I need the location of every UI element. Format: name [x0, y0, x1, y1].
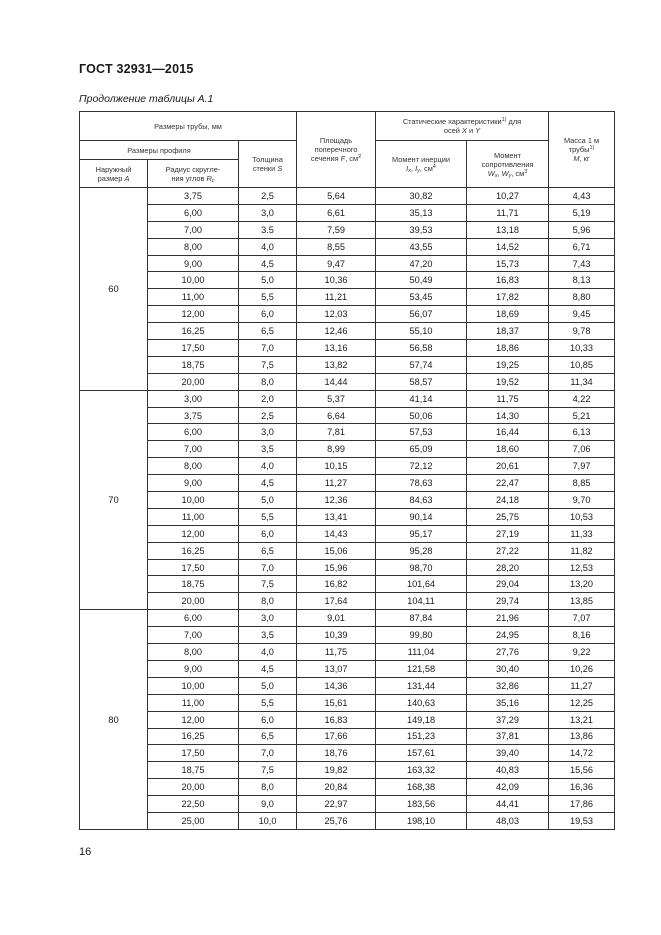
mass-cell: 8,13 [549, 272, 615, 289]
table-row [80, 677, 615, 694]
mass-cell: 10,85 [549, 356, 615, 373]
mass-cell: 13,86 [549, 728, 615, 745]
table-row [80, 306, 615, 323]
static-characteristics-header: Статические характеристики$^{1)}$ для осей X и Y [376, 112, 549, 141]
mass-cell: 15,56 [549, 762, 615, 779]
mass-cell: 10,53 [549, 508, 615, 525]
resistance-cell: 24,18 [467, 492, 549, 509]
table-row [80, 188, 615, 205]
mass-cell: 14,72 [549, 745, 615, 762]
area-cell: 11,75 [297, 644, 376, 661]
resistance-cell: 40,83 [467, 762, 549, 779]
area-cell: 13,82 [297, 356, 376, 373]
inertia-cell: 56,07 [376, 306, 467, 323]
area-cell: 6,64 [297, 407, 376, 424]
area-cell: 12,36 [297, 492, 376, 509]
resistance-cell: 17,82 [467, 289, 549, 306]
area-cell: 16,83 [297, 711, 376, 728]
resistance-cell: 18,69 [467, 306, 549, 323]
mass-cell: 6,13 [549, 424, 615, 441]
table-body [80, 188, 615, 830]
thickness-cell: 8,0 [239, 373, 297, 390]
radius-cell: 9,00 [148, 475, 239, 492]
area-cell: 6,61 [297, 204, 376, 221]
area-cell: 7,59 [297, 221, 376, 238]
page-number: 16 [79, 846, 92, 858]
resistance-cell: 10,27 [467, 188, 549, 205]
inertia-cell: 57,53 [376, 424, 467, 441]
table-row [80, 340, 615, 357]
area-cell: 10,36 [297, 272, 376, 289]
radius-cell: 11,00 [148, 508, 239, 525]
outer-size-header: Наружный размер A [80, 160, 148, 188]
radius-cell: 7,00 [148, 441, 239, 458]
table-row [80, 475, 615, 492]
table-row [80, 458, 615, 475]
area-cell: 13,41 [297, 508, 376, 525]
thickness-cell: 3,5 [239, 441, 297, 458]
inertia-cell: 101,64 [376, 576, 467, 593]
mass-cell: 7,43 [549, 255, 615, 272]
thickness-cell: 10,0 [239, 812, 297, 829]
thickness-cell: 3,0 [239, 204, 297, 221]
mass-cell: 7,06 [549, 441, 615, 458]
inertia-cell: 99,80 [376, 627, 467, 644]
inertia-cell: 95,28 [376, 542, 467, 559]
inertia-cell: 57,74 [376, 356, 467, 373]
thickness-cell: 4,0 [239, 644, 297, 661]
thickness-cell: 7,5 [239, 356, 297, 373]
thickness-cell: 6,0 [239, 525, 297, 542]
outer-size-cell: 60 [80, 188, 148, 391]
area-cell: 15,96 [297, 559, 376, 576]
thickness-cell: 3.5 [239, 221, 297, 238]
area-cell: 8,99 [297, 441, 376, 458]
thickness-cell: 5,5 [239, 508, 297, 525]
area-cell: 15,61 [297, 694, 376, 711]
mass-cell: 12,53 [549, 559, 615, 576]
mass-cell: 17,86 [549, 796, 615, 813]
mass-cell: 11,27 [549, 677, 615, 694]
table-header [80, 112, 615, 188]
inertia-cell: 95,17 [376, 525, 467, 542]
mass-cell: 8,16 [549, 627, 615, 644]
table-row [80, 745, 615, 762]
area-cell: 11,21 [297, 289, 376, 306]
inertia-cell: 104,11 [376, 593, 467, 610]
area-cell: 17,64 [297, 593, 376, 610]
outer-size-cell: 80 [80, 610, 148, 830]
thickness-cell: 5,5 [239, 694, 297, 711]
radius-cell: 3,75 [148, 407, 239, 424]
resistance-cell: 18,86 [467, 340, 549, 357]
table-row [80, 694, 615, 711]
thickness-cell: 4,0 [239, 238, 297, 255]
inertia-cell: 55,10 [376, 323, 467, 340]
resistance-cell: 22,47 [467, 475, 549, 492]
table-row [80, 542, 615, 559]
radius-cell: 18,75 [148, 576, 239, 593]
table-row [80, 407, 615, 424]
thickness-cell: 5,0 [239, 677, 297, 694]
thickness-cell: 3,0 [239, 424, 297, 441]
inertia-cell: 43,55 [376, 238, 467, 255]
resistance-cell: 16,44 [467, 424, 549, 441]
thickness-cell: 4,5 [239, 475, 297, 492]
resistance-cell: 11,75 [467, 390, 549, 407]
resistance-cell: 19,25 [467, 356, 549, 373]
thickness-cell: 2,5 [239, 188, 297, 205]
area-cell: 18,76 [297, 745, 376, 762]
resistance-cell: 39,40 [467, 745, 549, 762]
radius-cell: 12,00 [148, 711, 239, 728]
resistance-cell: 44,41 [467, 796, 549, 813]
table-row [80, 508, 615, 525]
inertia-header: Момент инерции $I_x$, $I_y$, $см^4$ [376, 141, 467, 188]
thickness-cell: 9,0 [239, 796, 297, 813]
area-cell: 12,03 [297, 306, 376, 323]
resistance-cell: 27,22 [467, 542, 549, 559]
radius-cell: 6,00 [148, 424, 239, 441]
inertia-cell: 35,13 [376, 204, 467, 221]
area-cell: 15,06 [297, 542, 376, 559]
area-cell: 11,27 [297, 475, 376, 492]
area-header: Площадь поперечного сечения F, $см^2$ [297, 112, 376, 188]
area-cell: 9,47 [297, 255, 376, 272]
thickness-cell: 3,0 [239, 610, 297, 627]
mass-cell: 9,22 [549, 644, 615, 661]
radius-cell: 7,00 [148, 221, 239, 238]
table-row [80, 424, 615, 441]
table-row [80, 525, 615, 542]
inertia-cell: 50,06 [376, 407, 467, 424]
radius-cell: 16,25 [148, 728, 239, 745]
radius-cell: 9,00 [148, 660, 239, 677]
radius-cell: 8,00 [148, 458, 239, 475]
radius-cell: 16,25 [148, 323, 239, 340]
table-row [80, 390, 615, 407]
resistance-cell: 35,16 [467, 694, 549, 711]
table-row [80, 492, 615, 509]
mass-cell: 11,82 [549, 542, 615, 559]
thickness-cell: 7,0 [239, 340, 297, 357]
inertia-cell: 53,45 [376, 289, 467, 306]
resistance-cell: 37,29 [467, 711, 549, 728]
table-row [80, 221, 615, 238]
resistance-cell: 13,18 [467, 221, 549, 238]
radius-header: Радиус скругле- ния углов $R_c$ [148, 160, 239, 188]
mass-cell: 16,36 [549, 779, 615, 796]
resistance-cell: 20,61 [467, 458, 549, 475]
inertia-cell: 149,18 [376, 711, 467, 728]
radius-cell: 8,00 [148, 238, 239, 255]
inertia-cell: 131,44 [376, 677, 467, 694]
resistance-cell: 14,52 [467, 238, 549, 255]
mass-cell: 10,33 [549, 340, 615, 357]
area-cell: 22,97 [297, 796, 376, 813]
thickness-cell: 4,5 [239, 660, 297, 677]
area-cell: 14,36 [297, 677, 376, 694]
table-row [80, 272, 615, 289]
inertia-cell: 56,58 [376, 340, 467, 357]
radius-cell: 22,50 [148, 796, 239, 813]
radius-cell: 6,00 [148, 610, 239, 627]
mass-cell: 5,21 [549, 407, 615, 424]
resistance-cell: 24,95 [467, 627, 549, 644]
mass-cell: 4,22 [549, 390, 615, 407]
radius-cell: 11,00 [148, 694, 239, 711]
resistance-cell: 14,30 [467, 407, 549, 424]
resistance-cell: 27,76 [467, 644, 549, 661]
area-cell: 10,15 [297, 458, 376, 475]
inertia-cell: 72,12 [376, 458, 467, 475]
inertia-cell: 140,63 [376, 694, 467, 711]
thickness-cell: 7,0 [239, 745, 297, 762]
table-row [80, 796, 615, 813]
resistance-cell: 32,86 [467, 677, 549, 694]
radius-cell: 25,00 [148, 812, 239, 829]
area-cell: 17,66 [297, 728, 376, 745]
table-row [80, 660, 615, 677]
radius-cell: 17,50 [148, 745, 239, 762]
mass-cell: 13,21 [549, 711, 615, 728]
table-row [80, 779, 615, 796]
outer-size-cell: 70 [80, 390, 148, 610]
resistance-cell: 37,81 [467, 728, 549, 745]
resistance-cell: 16,83 [467, 272, 549, 289]
radius-cell: 10,00 [148, 272, 239, 289]
inertia-cell: 157,61 [376, 745, 467, 762]
thickness-header: Толщина стенки S [239, 141, 297, 188]
area-cell: 5,64 [297, 188, 376, 205]
table-row [80, 711, 615, 728]
resistance-cell: 29,04 [467, 576, 549, 593]
inertia-cell: 198,10 [376, 812, 467, 829]
mass-cell: 7,07 [549, 610, 615, 627]
mass-cell: 13,85 [549, 593, 615, 610]
mass-cell: 13,20 [549, 576, 615, 593]
profile-pipe-table [79, 111, 615, 830]
radius-cell: 12,00 [148, 306, 239, 323]
table-row [80, 441, 615, 458]
inertia-cell: 47,20 [376, 255, 467, 272]
thickness-cell: 3,5 [239, 627, 297, 644]
thickness-cell: 5,0 [239, 492, 297, 509]
thickness-cell: 5,5 [239, 289, 297, 306]
thickness-cell: 6,5 [239, 323, 297, 340]
table-row [80, 238, 615, 255]
resistance-cell: 48,03 [467, 812, 549, 829]
area-cell: 9,01 [297, 610, 376, 627]
mass-cell: 11,34 [549, 373, 615, 390]
thickness-cell: 6,5 [239, 728, 297, 745]
radius-cell: 16,25 [148, 542, 239, 559]
table-row [80, 610, 615, 627]
resistance-cell: 28,20 [467, 559, 549, 576]
resistance-cell: 29,74 [467, 593, 549, 610]
table-row [80, 627, 615, 644]
radius-cell: 6,00 [148, 204, 239, 221]
document-title: ГОСТ 32931—2015 [79, 62, 194, 76]
mass-cell: 9,45 [549, 306, 615, 323]
radius-cell: 18,75 [148, 356, 239, 373]
mass-cell: 10,26 [549, 660, 615, 677]
mass-cell: 5,96 [549, 221, 615, 238]
table-row [80, 728, 615, 745]
inertia-cell: 98,70 [376, 559, 467, 576]
radius-cell: 10,00 [148, 677, 239, 694]
area-cell: 12,46 [297, 323, 376, 340]
area-cell: 7,81 [297, 424, 376, 441]
radius-cell: 11,00 [148, 289, 239, 306]
table-row [80, 593, 615, 610]
thickness-cell: 6,5 [239, 542, 297, 559]
area-cell: 19,82 [297, 762, 376, 779]
radius-cell: 8,00 [148, 644, 239, 661]
inertia-cell: 111,04 [376, 644, 467, 661]
thickness-cell: 7,5 [239, 576, 297, 593]
mass-cell: 12,25 [549, 694, 615, 711]
inertia-cell: 58,57 [376, 373, 467, 390]
mass-cell: 9,70 [549, 492, 615, 509]
resistance-header: Момент сопротивления $W_x$, $W_y$, $см^3$ [467, 141, 549, 188]
thickness-cell: 4,5 [239, 255, 297, 272]
radius-cell: 10,00 [148, 492, 239, 509]
area-cell: 16,82 [297, 576, 376, 593]
thickness-cell: 8,0 [239, 779, 297, 796]
table-row [80, 559, 615, 576]
table-caption: Продолжение таблицы А.1 [79, 93, 214, 105]
thickness-cell: 8,0 [239, 593, 297, 610]
area-cell: 13,16 [297, 340, 376, 357]
table-row [80, 373, 615, 390]
table-row [80, 356, 615, 373]
mass-cell: 8,85 [549, 475, 615, 492]
area-cell: 10,39 [297, 627, 376, 644]
mass-cell: 11,33 [549, 525, 615, 542]
table-row [80, 255, 615, 272]
inertia-cell: 168,38 [376, 779, 467, 796]
table-row [80, 323, 615, 340]
radius-cell: 3,75 [148, 188, 239, 205]
table-row [80, 644, 615, 661]
resistance-cell: 25,75 [467, 508, 549, 525]
inertia-cell: 151,23 [376, 728, 467, 745]
inertia-cell: 121,58 [376, 660, 467, 677]
resistance-cell: 11,71 [467, 204, 549, 221]
resistance-cell: 27,19 [467, 525, 549, 542]
resistance-cell: 15,73 [467, 255, 549, 272]
table-row [80, 576, 615, 593]
pipe-sizes-header: Размеры трубы, мм [80, 112, 297, 141]
inertia-cell: 65,09 [376, 441, 467, 458]
resistance-cell: 19,52 [467, 373, 549, 390]
mass-cell: 7,97 [549, 458, 615, 475]
radius-cell: 9,00 [148, 255, 239, 272]
area-cell: 14,43 [297, 525, 376, 542]
thickness-cell: 7,5 [239, 762, 297, 779]
area-cell: 13,07 [297, 660, 376, 677]
radius-cell: 3,00 [148, 390, 239, 407]
radius-cell: 17,50 [148, 559, 239, 576]
resistance-cell: 30,40 [467, 660, 549, 677]
mass-cell: 9,78 [549, 323, 615, 340]
thickness-cell: 4,0 [239, 458, 297, 475]
table-row [80, 204, 615, 221]
inertia-cell: 90,14 [376, 508, 467, 525]
inertia-cell: 39,53 [376, 221, 467, 238]
radius-cell: 17,50 [148, 340, 239, 357]
radius-cell: 20,00 [148, 593, 239, 610]
radius-cell: 12,00 [148, 525, 239, 542]
inertia-cell: 41,14 [376, 390, 467, 407]
resistance-cell: 18,37 [467, 323, 549, 340]
mass-header: Масса 1 м трубы$^{1)}$ M, кг [549, 112, 615, 188]
thickness-cell: 6,0 [239, 711, 297, 728]
table-row [80, 762, 615, 779]
resistance-cell: 42,09 [467, 779, 549, 796]
area-cell: 20,84 [297, 779, 376, 796]
inertia-cell: 183,56 [376, 796, 467, 813]
radius-cell: 20,00 [148, 373, 239, 390]
table-row [80, 812, 615, 829]
thickness-cell: 2,5 [239, 407, 297, 424]
inertia-cell: 87,84 [376, 610, 467, 627]
resistance-cell: 18,60 [467, 441, 549, 458]
inertia-cell: 30,82 [376, 188, 467, 205]
mass-cell: 5,19 [549, 204, 615, 221]
mass-cell: 6,71 [549, 238, 615, 255]
mass-cell: 19,53 [549, 812, 615, 829]
area-cell: 25,76 [297, 812, 376, 829]
table-row [80, 289, 615, 306]
area-cell: 14,44 [297, 373, 376, 390]
radius-cell: 18,75 [148, 762, 239, 779]
radius-cell: 20,00 [148, 779, 239, 796]
inertia-cell: 50,49 [376, 272, 467, 289]
thickness-cell: 5,0 [239, 272, 297, 289]
resistance-cell: 21,96 [467, 610, 549, 627]
profile-sizes-header: Размеры профиля [80, 141, 239, 160]
thickness-cell: 7,0 [239, 559, 297, 576]
inertia-cell: 84,63 [376, 492, 467, 509]
area-cell: 5,37 [297, 390, 376, 407]
radius-cell: 7,00 [148, 627, 239, 644]
mass-cell: 8,80 [549, 289, 615, 306]
area-cell: 8,55 [297, 238, 376, 255]
inertia-cell: 78,63 [376, 475, 467, 492]
inertia-cell: 163,32 [376, 762, 467, 779]
thickness-cell: 2,0 [239, 390, 297, 407]
mass-cell: 4,43 [549, 188, 615, 205]
thickness-cell: 6,0 [239, 306, 297, 323]
